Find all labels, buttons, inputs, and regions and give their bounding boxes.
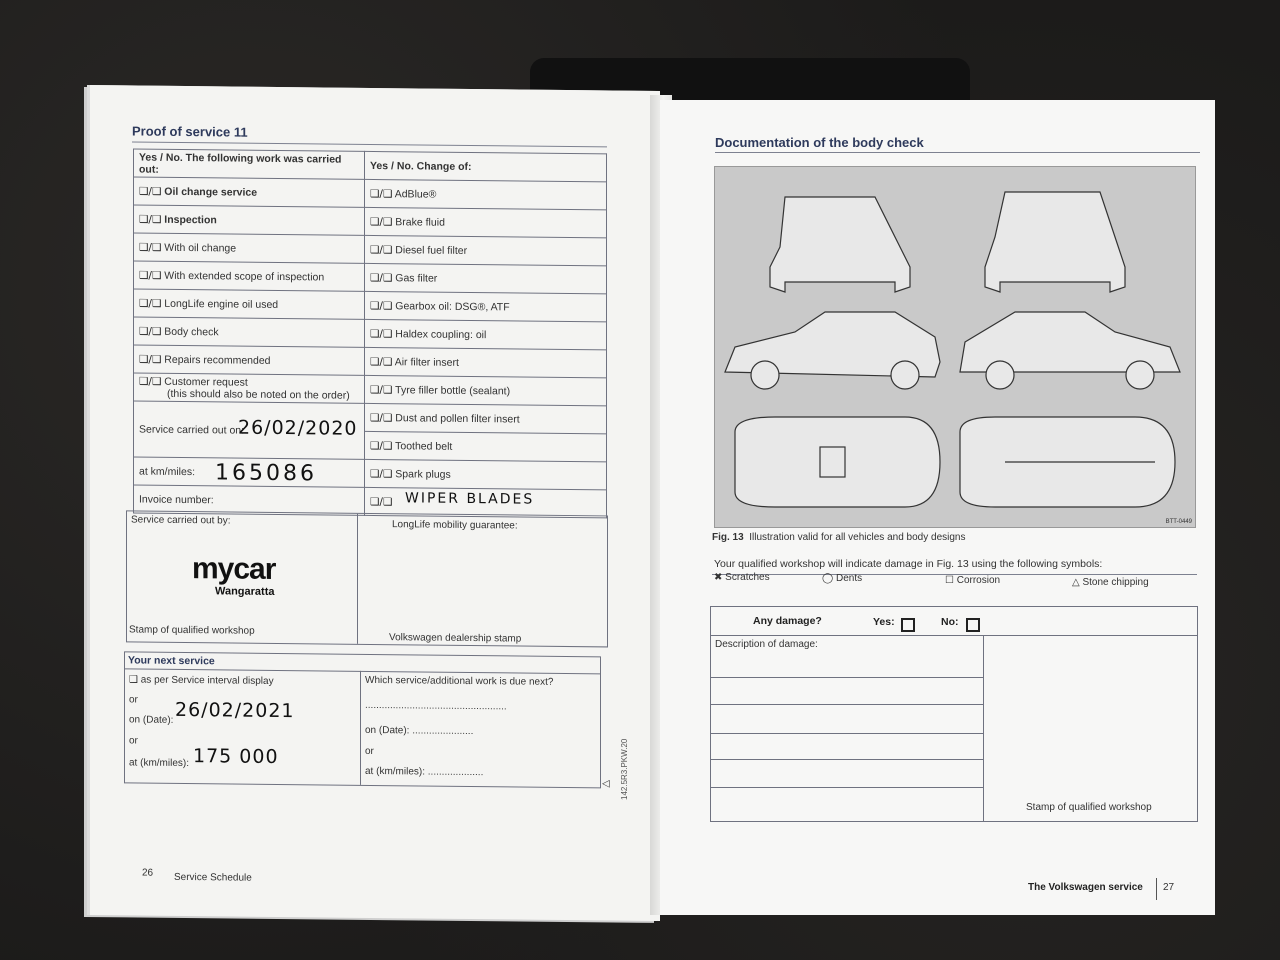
continue-arrow: ◁ bbox=[602, 778, 610, 790]
description-line[interactable] bbox=[711, 704, 983, 705]
description-line[interactable] bbox=[711, 733, 983, 734]
invoice-cell[interactable]: Invoice number: bbox=[134, 485, 365, 515]
handwritten-service-date: 26/02/2020 bbox=[238, 416, 358, 440]
handwritten-extra-item: WIPER BLADES bbox=[405, 490, 535, 508]
handwritten-next-km: 175 000 bbox=[193, 745, 279, 768]
footer-label: Service Schedule bbox=[174, 871, 252, 884]
work-row[interactable]: ❑/❑ Body check bbox=[134, 317, 365, 347]
right-footer-label: The Volkswagen service bbox=[1028, 882, 1143, 893]
change-row[interactable]: ❑/❑ Air filter insert bbox=[365, 347, 607, 378]
service-table bbox=[133, 148, 607, 518]
which-service-dots: ................................................... bbox=[365, 699, 507, 713]
km-cell[interactable]: at km/miles: bbox=[134, 457, 365, 487]
spine-code: 142.5R3.PKW.20 bbox=[620, 738, 629, 800]
on-date-label: on (Date): bbox=[129, 714, 174, 726]
change-row[interactable]: ❑/❑ Brake fluid bbox=[365, 207, 607, 238]
change-row[interactable]: ❑/❑ AdBlue® bbox=[365, 179, 607, 210]
work-row[interactable]: ❑/❑ Customer request (this should also be noted on the order) bbox=[134, 373, 365, 403]
wheel-icon bbox=[891, 361, 919, 389]
or-label-2: or bbox=[129, 735, 138, 747]
next-on-date-dots: on (Date): ...................... bbox=[365, 724, 474, 738]
work-row[interactable]: ❑/❑ Inspection bbox=[134, 205, 365, 235]
next-at-km-dots: at (km/miles): .................... bbox=[365, 765, 484, 779]
service-date-cell[interactable]: Service carried out on: bbox=[134, 401, 365, 459]
damage-divider bbox=[983, 635, 984, 821]
car-rear-icon bbox=[770, 197, 910, 292]
stamp-divider bbox=[357, 514, 358, 644]
page-number: 26 bbox=[142, 867, 154, 879]
next-service-box bbox=[124, 651, 601, 788]
symbol-dents: ◯ Dents bbox=[822, 573, 863, 584]
symbol-scratches: ✖ Scratches bbox=[714, 572, 770, 583]
figure-caption-text: Illustration valid for all vehicles and body designs bbox=[749, 532, 966, 543]
body-check-figure bbox=[714, 166, 1196, 528]
work-row[interactable]: ❑/❑ With extended scope of inspection bbox=[134, 261, 365, 291]
col1-header: Yes / No. The following work was carried out: bbox=[134, 149, 365, 179]
damage-header-rule bbox=[711, 635, 1197, 636]
change-row[interactable]: ❑/❑ Spark plugs bbox=[365, 459, 607, 490]
symbol-stone-chipping: △ Stone chipping bbox=[1072, 577, 1149, 588]
change-row[interactable]: ❑/❑ Tyre filler bottle (sealant) bbox=[365, 375, 607, 406]
at-km-label: at (km/miles): bbox=[129, 757, 189, 770]
symbols-intro: Your qualified workshop will indicate damage in Fig. 13 using the following symbols: bbox=[714, 558, 1103, 570]
right-page-number: 27 bbox=[1163, 882, 1175, 893]
change-row[interactable]: ❑/❑ Gas filter bbox=[365, 263, 607, 294]
work-row[interactable]: ❑/❑ Repairs recommended bbox=[134, 345, 365, 375]
wheel-icon bbox=[1126, 361, 1154, 389]
title-rule bbox=[132, 141, 607, 147]
right-title: Documentation of the body check bbox=[715, 135, 924, 150]
change-row[interactable]: ❑/❑ Toothed belt bbox=[365, 431, 607, 462]
interval-option[interactable]: ❑ as per Service interval display bbox=[129, 674, 274, 687]
next-divider bbox=[360, 671, 361, 785]
car-diagrams bbox=[715, 167, 1195, 527]
work-row[interactable]: ❑/❑ With oil change bbox=[134, 233, 365, 263]
yes-checkbox[interactable] bbox=[901, 618, 915, 632]
change-row[interactable]: ❑/❑ Diesel fuel filter bbox=[365, 235, 607, 266]
any-damage-label: Any damage? bbox=[753, 615, 822, 627]
description-line[interactable] bbox=[711, 759, 983, 760]
symbol-corrosion: ☐ Corrosion bbox=[945, 575, 1001, 586]
stamp-box bbox=[126, 510, 608, 647]
wheel-icon bbox=[751, 361, 779, 389]
change-row[interactable]: ❑/❑ Haldex coupling: oil bbox=[365, 319, 607, 350]
description-label: Description of damage: bbox=[715, 639, 818, 650]
figure-caption bbox=[712, 532, 965, 543]
mobility-label: LongLife mobility guarantee: bbox=[392, 519, 518, 532]
footer-divider bbox=[1156, 878, 1157, 900]
sunroof-icon bbox=[820, 447, 845, 477]
next-service-title: Your next service bbox=[128, 654, 215, 668]
wheel-icon bbox=[986, 361, 1014, 389]
work-row[interactable]: ❑/❑ Oil change service bbox=[134, 177, 365, 207]
no-label: No: bbox=[941, 616, 959, 628]
change-row[interactable]: ❑/❑ Gearbox oil: DSG®, ATF bbox=[365, 291, 607, 322]
or-label: or bbox=[129, 694, 138, 706]
stamp-brand: mycar bbox=[192, 552, 276, 586]
stamp-location: Wangaratta bbox=[215, 585, 275, 598]
handwritten-km: 165086 bbox=[215, 460, 317, 487]
workshop-stamp-label: Stamp of qualified workshop bbox=[129, 624, 255, 637]
left-page bbox=[90, 85, 660, 921]
work-row[interactable]: ❑/❑ LongLife engine oil used bbox=[134, 289, 365, 319]
carried-out-by-label: Service carried out by: bbox=[131, 514, 231, 527]
handwritten-next-date: 26/02/2021 bbox=[175, 698, 295, 723]
figure-label: Fig. 13 bbox=[712, 532, 744, 543]
no-checkbox[interactable] bbox=[966, 618, 980, 632]
description-line[interactable] bbox=[711, 677, 983, 678]
yes-label: Yes: bbox=[873, 616, 895, 628]
change-row-extra[interactable]: ❑/❑ bbox=[365, 487, 607, 518]
damage-box bbox=[710, 606, 1198, 822]
right-title-rule bbox=[715, 152, 1200, 153]
col2-header: Yes / No. Change of: bbox=[365, 151, 607, 182]
page-title: Proof of service 11 bbox=[132, 123, 248, 140]
damage-stamp-label: Stamp of qualified workshop bbox=[1026, 802, 1152, 813]
change-row[interactable]: ❑/❑ Dust and pollen filter insert bbox=[365, 403, 607, 434]
dealer-stamp-label: Volkswagen dealership stamp bbox=[389, 632, 522, 645]
or-label-3: or bbox=[365, 745, 374, 757]
description-line[interactable] bbox=[711, 787, 983, 788]
figure-code: BTT-0449 bbox=[1165, 519, 1192, 525]
car-front-icon bbox=[985, 192, 1125, 292]
which-service-label: Which service/additional work is due next? bbox=[365, 674, 554, 688]
